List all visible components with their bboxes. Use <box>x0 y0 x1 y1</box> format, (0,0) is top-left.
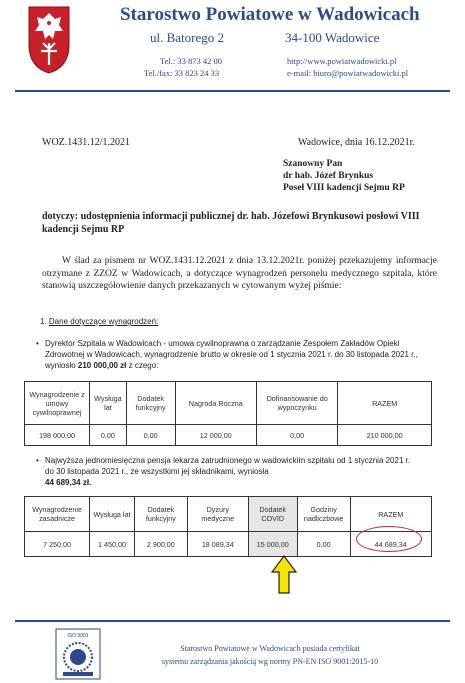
table-header-cell: Wysługa lat <box>90 382 127 425</box>
office-name: Starostwo Powiatowe w Wadowicach <box>120 4 420 25</box>
table-cell: 18 089,34 <box>187 532 248 557</box>
director-salary-table <box>24 381 432 446</box>
table-header-cell: Wynagrodzenie zasadnicze <box>25 497 90 532</box>
highlight-circle <box>356 526 422 552</box>
bullet-director-salary <box>45 338 420 371</box>
table-cell: 0,00 <box>90 425 127 446</box>
bullet-amount: 44 689,34 zł. <box>45 478 92 487</box>
section-label: Dane dotyczące wynagrodzeń: <box>48 317 159 326</box>
reference-number: WOZ.1431.12/1.2021 <box>42 137 131 148</box>
table-header-row <box>25 497 432 532</box>
table-header-cell: RAZEM <box>350 497 431 532</box>
section-heading <box>40 317 158 326</box>
header-divider <box>15 90 450 92</box>
table-header-cell: Dodatek funkcyjny <box>126 382 175 425</box>
office-website-link[interactable]: http://www.powiatwadowicki.pl <box>287 56 397 66</box>
table-header-cell: Dyżury medyczne <box>187 497 248 532</box>
table-cell: 15 000,00 <box>248 532 297 557</box>
bullet-text: Dyrektor Szpitala w Wadowicach - umowa cywilnoprawna o zarządzanie Zespołem Zakładów Opieki Zdrowotnej w Wadowicach, wynagrodzenie brutto w okresie od 1 stycznia 2021 r. do 30 listopada 2021 r., wyniosło <box>45 339 418 370</box>
addressee-line: Szanowny Pan <box>283 159 343 169</box>
table-cell: 1 450,00 <box>90 532 135 557</box>
table-cell: 0,00 <box>126 425 175 446</box>
footer-line-2: systemu zarządzania jakością wg normy PN-EN ISO 9001:2015-10 <box>161 657 379 666</box>
table-cell: 44 689,34 <box>350 532 431 557</box>
footer-certificate-text <box>150 642 390 668</box>
table-cell: 0,00 <box>256 425 337 446</box>
coat-of-arms-logo <box>27 5 71 75</box>
footer-line-1: Starostwo Powiatowe w Wadowicach posiada certyfikat <box>180 644 360 653</box>
table-cell: 0,00 <box>297 532 350 557</box>
table-header-cell: Godziny nadliczbowe <box>297 497 350 532</box>
letter-subject: dotyczy: udostępnienia informacji publicznej dr. hab. Józefowi Brynkusowi posłowi VIII kadencji Sejmu RP <box>42 211 420 235</box>
table-header-cell: Dodatek funkcyjny <box>134 497 187 532</box>
table-header-row <box>25 382 432 425</box>
table-cell: 7 250,00 <box>25 532 90 557</box>
bullet-text: Najwyższa jednomiesięczna pensja lekarza zatrudnionego w wadowickim szpitalu od 1 stycznia 2021 r. do 30 listopada 2021 r., ze wszystkimi jej składnikami, wyniosła <box>45 456 411 476</box>
office-street: ul. Batorego 2 <box>150 30 225 45</box>
table-header-cell: RAZEM <box>338 382 432 425</box>
table-header-cell: Dodatek COVID <box>248 497 297 532</box>
footer-divider <box>15 620 450 622</box>
letter-paragraph: W ślad za pismem nr WOZ.1431.12.2021 z dnia 13.12.2021r. poniżej przekazujemy informacje otrzymane z ZZOZ w Wadowicach, a dotyczące wynagrodzeń personelu medycznego szpitala, które stanowią uszczegółowienie danych przekazanych w cytowanym wyżej piśmie: <box>42 256 437 291</box>
table-cell: 2 900,00 <box>134 532 187 557</box>
bullet-suffix: z czego: <box>126 361 159 370</box>
table-header-cell: Dofinansowanie do wypoczynku <box>256 382 337 425</box>
table-cell: 210 000,00 <box>338 425 432 446</box>
place-and-date: Wadowice, dnia 16.12.2021r. <box>298 137 415 148</box>
section-number: 1. <box>40 317 47 326</box>
table-cell: 12 000,00 <box>175 425 256 446</box>
addressee-line: dr hab. Józef Brynkus <box>283 171 374 181</box>
addressee-line: Poseł VIII kadencji Sejmu RP <box>283 183 405 193</box>
office-phone-fax: Tel./fax: 33 823 24 33 <box>144 68 220 78</box>
table-header-cell: Wysługa lat <box>90 497 135 532</box>
up-arrow-icon <box>271 555 297 594</box>
office-postal-city: 34-100 Wadowice <box>285 30 380 45</box>
bullet-doctor-salary <box>45 455 420 488</box>
office-email-link[interactable]: e-mail: biuro@powiatwadowicki.pl <box>287 68 409 78</box>
bullet-amount: 210 000,00 zł <box>77 361 127 370</box>
iso-certificate-logo <box>55 628 101 680</box>
office-phone: Tel.: 33 873 42 00 <box>160 56 222 66</box>
table-row <box>25 425 432 446</box>
table-header-cell: Wynagrodzenie z umowy cywilnoprawnej <box>25 382 90 425</box>
cert-logo-label: ISO 9001 <box>67 633 89 639</box>
table-cell: 198 000,00 <box>25 425 90 446</box>
table-header-cell: Nagroda Roczna <box>175 382 256 425</box>
